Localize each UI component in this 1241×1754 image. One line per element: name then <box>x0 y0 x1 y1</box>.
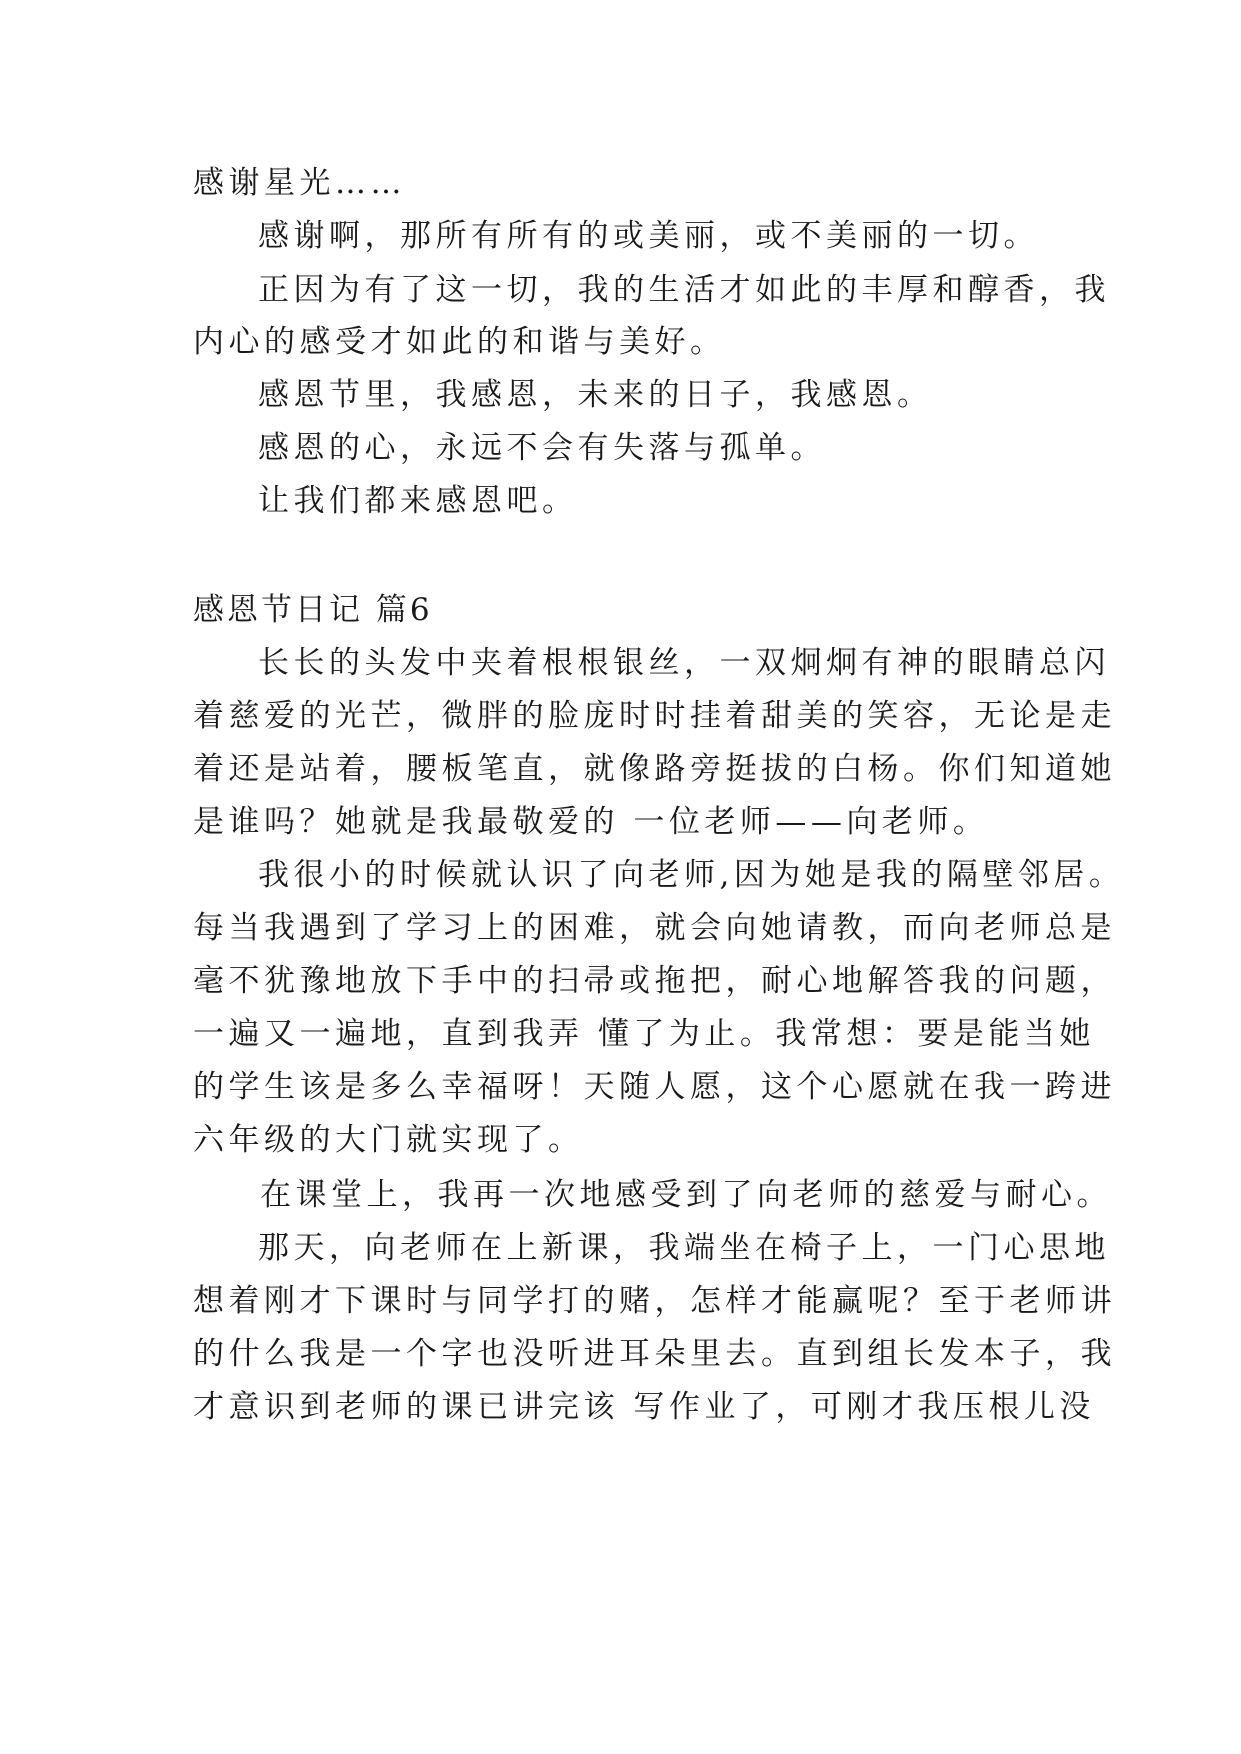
paragraph-line: 的学生该是多么幸福呀！天随人愿，这个心愿就在我一跨进 <box>193 1069 1116 1105</box>
paragraph-line: 才意识到老师的课已讲完该 写作业了，可刚才我压根儿没 <box>193 1389 1095 1425</box>
paragraph-line: 想着刚才下课时与同学打的赌，怎样才能赢呢？至于老师讲 <box>193 1283 1116 1319</box>
paragraph-line: 毫不犹豫地放下手中的扫帚或拖把，耐心地解答我的问题， <box>193 963 1116 999</box>
paragraph-line: 我很小的时候就认识了向老师,因为她是我的隔壁邻居。 <box>258 857 1125 893</box>
paragraph-line: 每当我遇到了学习上的困难，就会向她请教，而向老师总是 <box>193 910 1116 946</box>
paragraph-line: 一遍又一遍地，直到我弄 懂了为止。我常想：要是能当她 <box>193 1016 1095 1052</box>
paragraph-line: 着慈爱的光芒，微胖的脸庞时时挂着甜美的笑容，无论是走 <box>193 698 1116 734</box>
paragraph-line: 感谢啊，那所有所有的或美丽，或不美丽的一切。 <box>258 218 1039 254</box>
paragraph-line: 是谁吗？她就是我最敬爱的 一位老师——向老师。 <box>193 804 989 840</box>
paragraph-line: 正因为有了这一切，我的生活才如此的丰厚和醇香，我 <box>258 272 1110 308</box>
paragraph-line: 感恩节里，我感恩，未来的日子，我感恩。 <box>258 377 933 413</box>
paragraph-line: 着还是站着，腰板笔直，就像路旁挺拔的白杨。你们知道她 <box>193 751 1116 787</box>
paragraph-line: 在课堂上，我再一次地感受到了向老师的慈爱与耐心。 <box>260 1177 1112 1213</box>
paragraph-line: 那天，向老师在上新课，我端坐在椅子上，一门心思地 <box>258 1230 1110 1266</box>
text-line: 感谢星光…… <box>193 165 406 201</box>
paragraph-line: 内心的感受才如此的和谐与美好。 <box>193 324 726 360</box>
paragraph-line: 长长的头发中夹着根根银丝，一双炯炯有神的眼睛总闪 <box>258 645 1110 681</box>
section-heading: 感恩节日记 篇6 <box>193 592 433 628</box>
paragraph-line: 感恩的心，永远不会有失落与孤单。 <box>258 430 826 466</box>
paragraph-line: 让我们都来感恩吧。 <box>258 483 578 519</box>
paragraph-line: 六年级的大门就实现了。 <box>193 1122 584 1158</box>
paragraph-line: 的什么我是一个字也没听进耳朵里去。直到组长发本子，我 <box>193 1336 1116 1372</box>
